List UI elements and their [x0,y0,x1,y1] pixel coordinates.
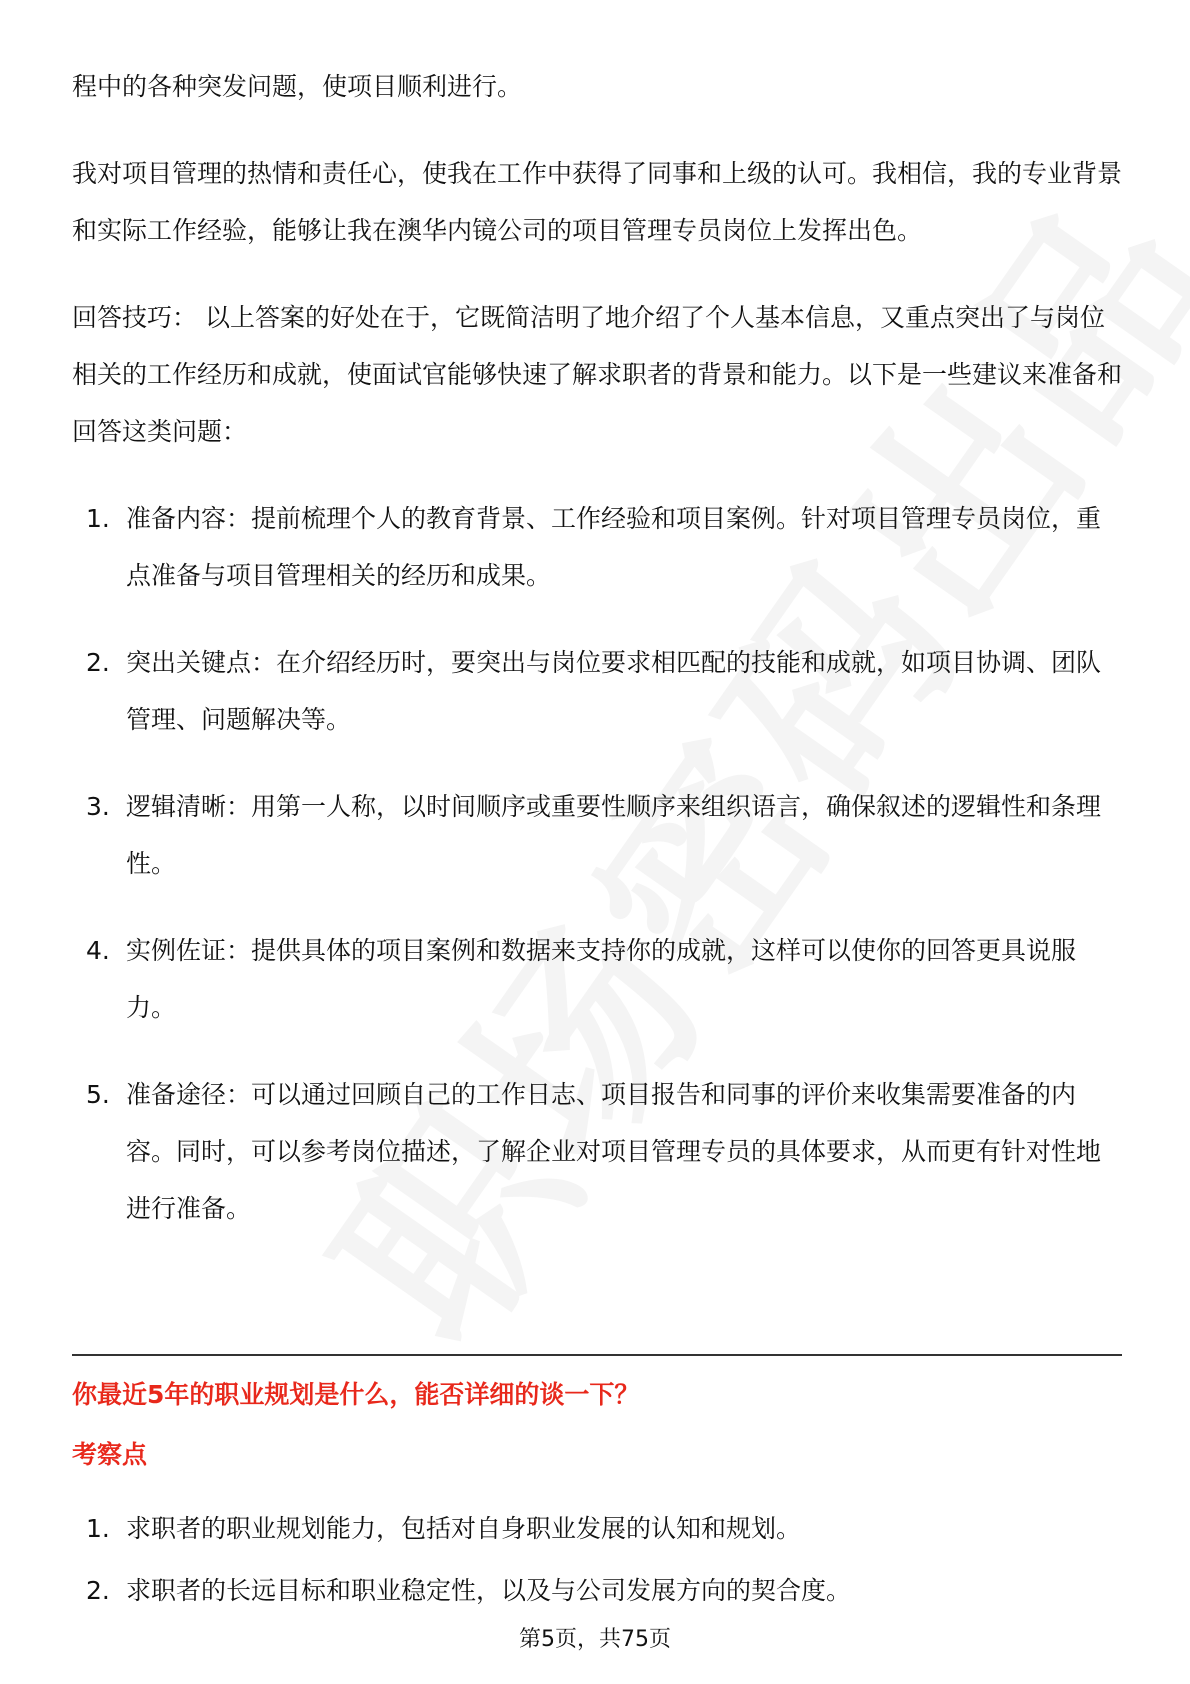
list-item-text: 实例佐证：提供具体的项目案例和数据来支持你的成就，这样可以使你的回答更具说服力。 [126,936,1077,1022]
list-item-text: 突出关键点：在介绍经历时，要突出与岗位要求相匹配的技能和成就，如项目协调、团队管理、问题解决等。 [126,648,1102,734]
list-number: 1. [86,504,110,533]
list-item [72,490,1122,604]
page-footer: 第5页，共75页 [519,1627,671,1652]
list-number: 3. [86,792,110,821]
paragraph-conclusion: 我对项目管理的热情和责任心，使我在工作中获得了同事和上级的认可。我相信，我的专业背景和实际工作经验，能够让我在澳华内镜公司的项目管理专员岗位上发挥出色。 [72,159,1123,245]
list-item-text: 求职者的职业规划能力，包括对自身职业发展的认知和规划。 [126,1514,802,1543]
list-item [72,634,1122,748]
list-item [72,1562,1122,1619]
tips-list [72,490,1122,1237]
list-item-text: 准备内容：提前梳理个人的教育背景、工作经验和项目案例。针对项目管理专员岗位，重点准备与项目管理相关的经历和成果。 [126,504,1102,590]
list-item [72,1500,1122,1557]
list-number: 2. [86,1576,110,1605]
document-body [72,58,1122,1267]
list-number: 5. [86,1080,110,1109]
section-divider [72,1354,1122,1356]
points-list [72,1500,1122,1619]
paragraph-answer-tips: 回答技巧： 以上答案的好处在于，它既简洁明了地介绍了个人基本信息，又重点突出了与岗位相关的工作经历和成就，使面试官能够快速了解求职者的背景和能力。以下是一些建议来准备和回答这类问题： [72,303,1123,446]
list-item-text: 求职者的长远目标和职业稳定性，以及与公司发展方向的契合度。 [126,1576,852,1605]
list-item [72,1066,1122,1237]
list-item [72,922,1122,1036]
assessment-points [72,1500,1122,1624]
paragraph-continuation: 程中的各种突发问题，使项目顺利进行。 [72,72,523,101]
list-item-text: 逻辑清晰：用第一人称，以时间顺序或重要性顺序来组织语言，确保叙述的逻辑性和条理性。 [126,792,1102,878]
list-number: 1. [86,1514,110,1543]
question-heading: 你最近5年的职业规划是什么，能否详细的谈一下？ [72,1380,640,1409]
section-label: 考察点 [72,1440,148,1469]
list-item-text: 准备途径：可以通过回顾自己的工作日志、项目报告和同事的评价来收集需要准备的内容。同时，可以参考岗位描述，了解企业对项目管理专员的具体要求，从而更有针对性地进行准备。 [126,1080,1102,1223]
list-item [72,778,1122,892]
list-number: 2. [86,648,110,677]
list-number: 4. [86,936,110,965]
